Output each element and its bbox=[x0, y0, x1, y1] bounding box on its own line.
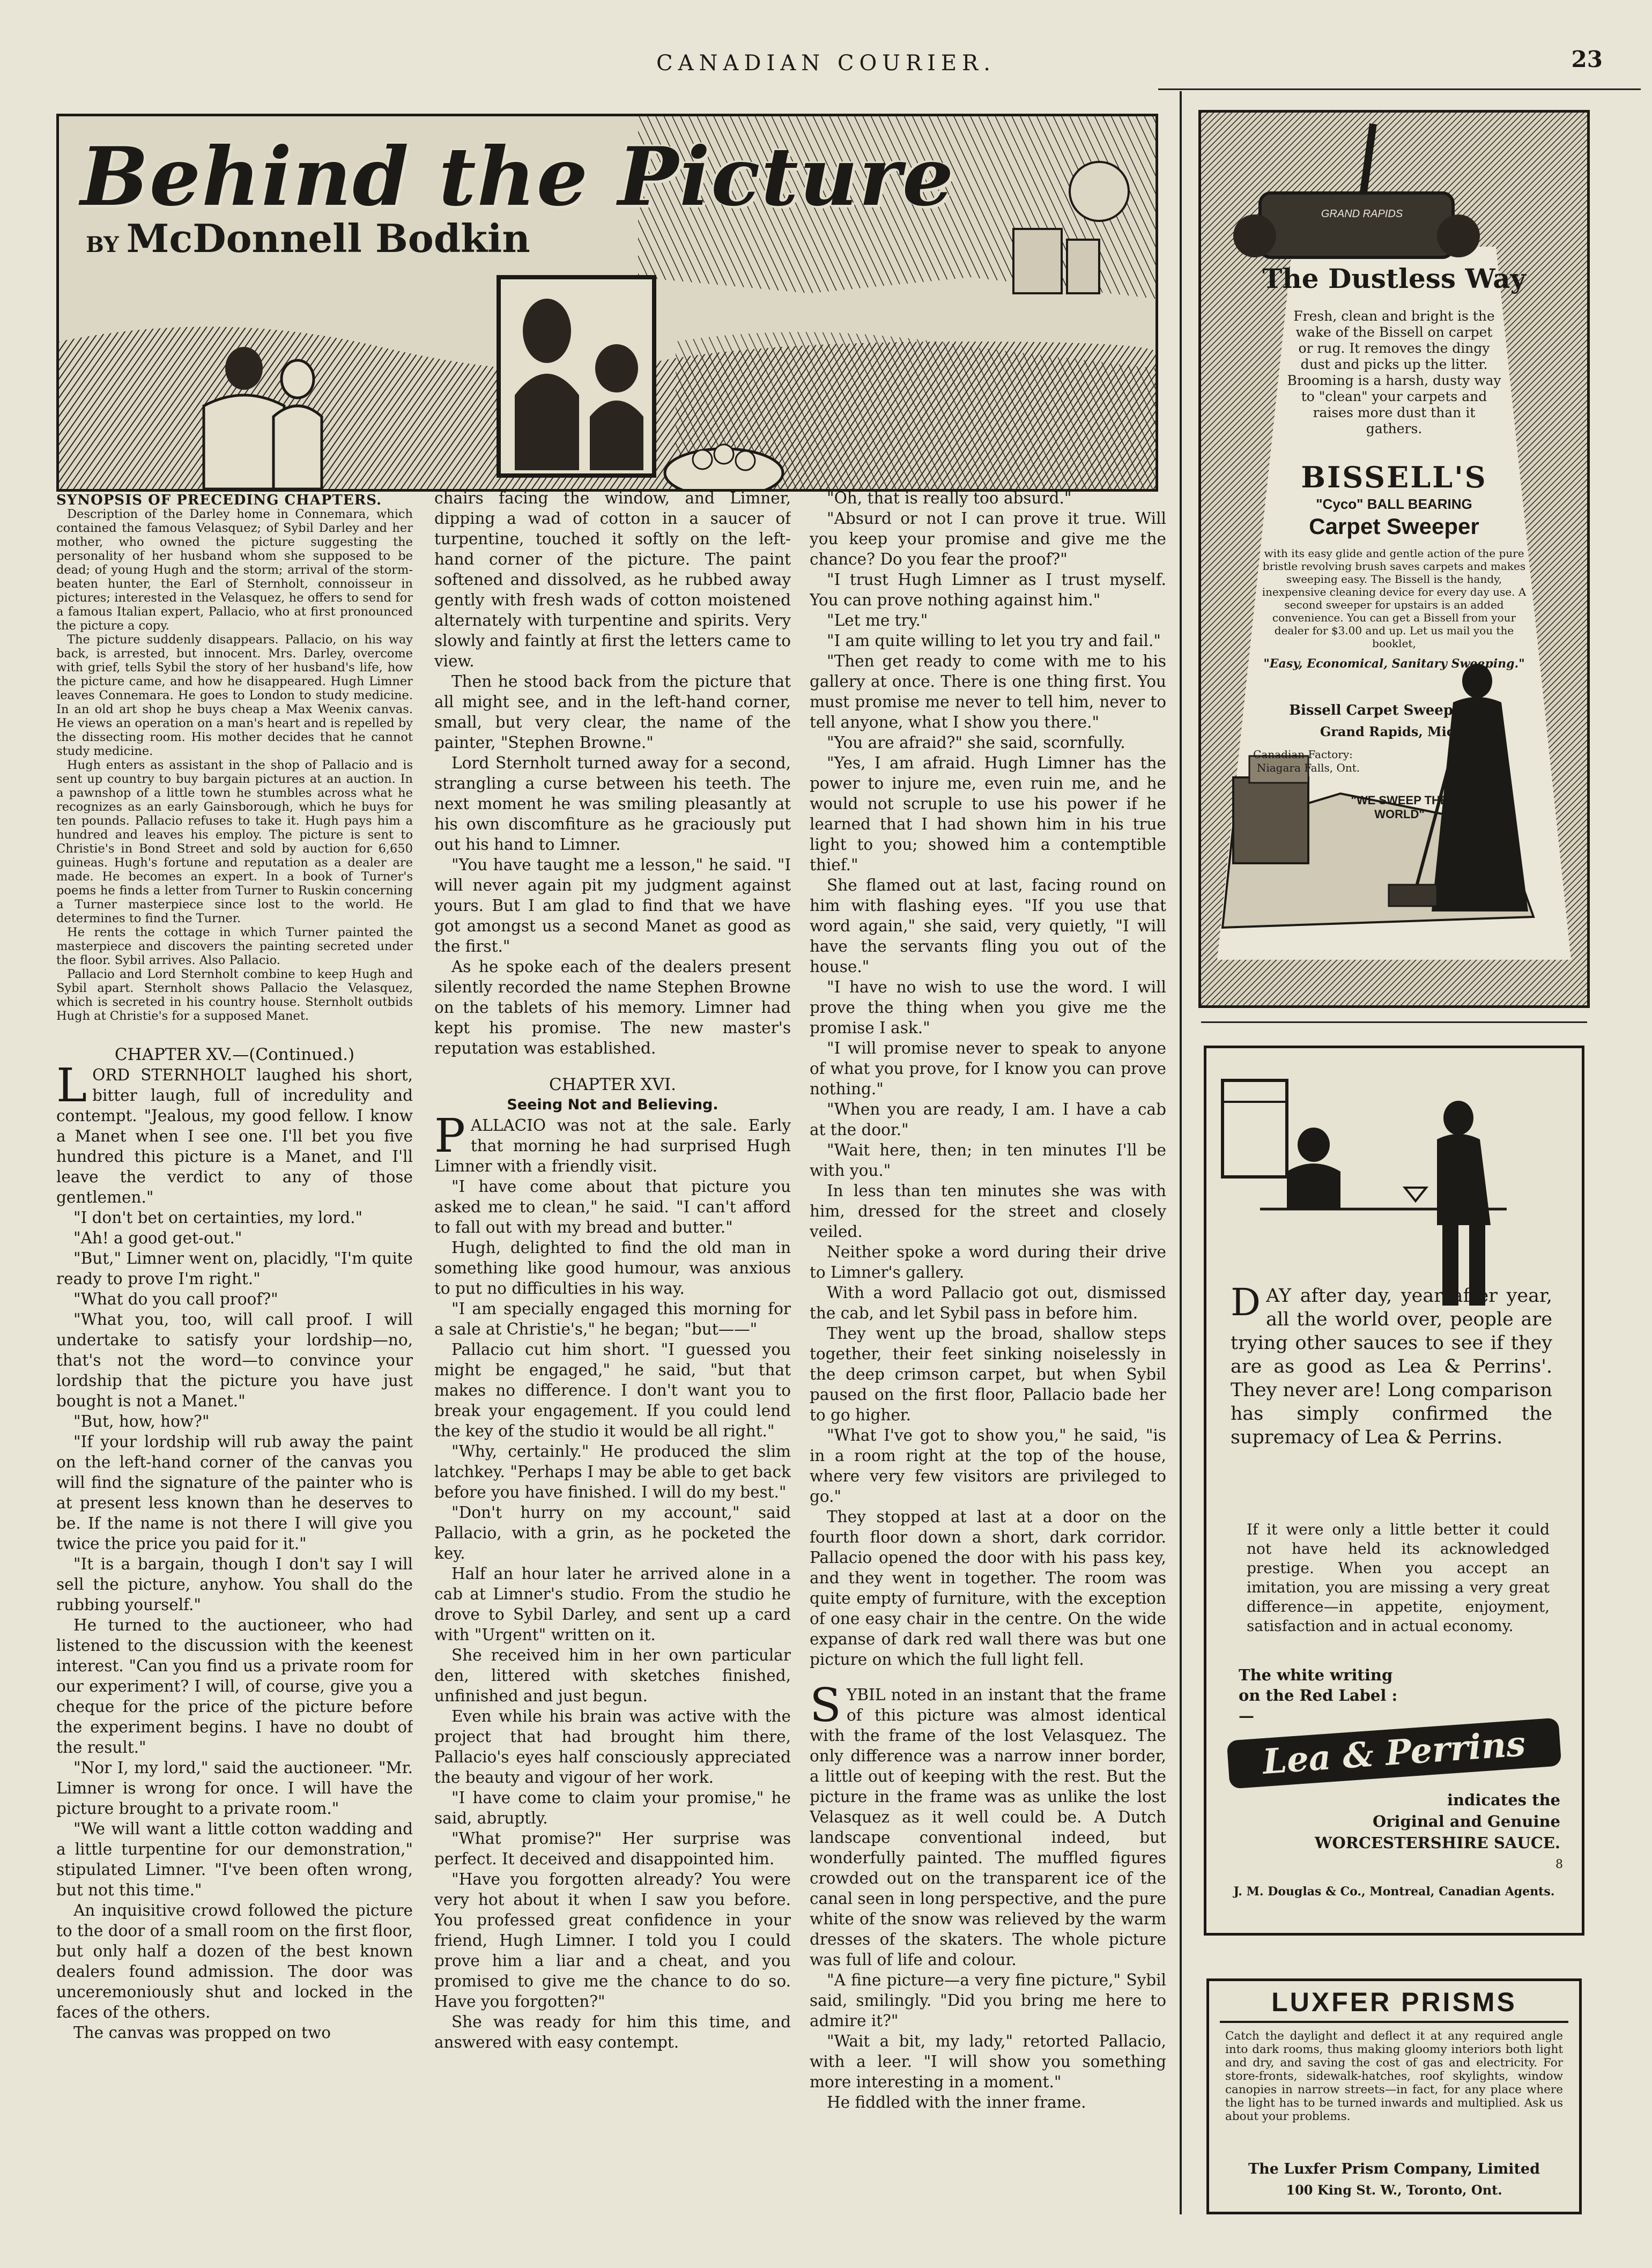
bissell-body: Fresh, clean and bright is the wake of the Bissell on carpet or rug. It removes the dingy dust and picks up the litter. Brooming is a harsh, dusty way to "clean" your carpets and raises more dust than it gathers. bbox=[1287, 308, 1501, 436]
synopsis-paragraph: He rents the cottage in which Turner painted the masterpiece and discovers the painting secreted under the floor. Sybil arrives. Also Pallacio. bbox=[56, 925, 413, 967]
paragraph: As he spoke each of the dealers present silently recorded the name Stephen Browne on the tablets of his memory. Limner had kept his promise. The new master's reputation was established. bbox=[434, 958, 791, 1057]
paragraph: In less than ten minutes she was with him, dressed for the street and closely veiled. bbox=[810, 1182, 1166, 1241]
bissell-headline: The Dustless Way bbox=[1262, 263, 1526, 294]
paragraph: Hugh, delighted to find the old man in something like good humour, was anxious to put no difficulties in his way. bbox=[434, 1239, 791, 1298]
ad-divider bbox=[1201, 1021, 1587, 1023]
bissell-advertisement bbox=[1198, 110, 1590, 1008]
paragraph: "We will want a little cotton wadding and a little turpentine for our demonstration," stipulated Limner. "I've been often wrong, but not this time." bbox=[56, 1820, 413, 1899]
chapter-xv-opening bbox=[56, 1059, 413, 1207]
lea-second-paragraph: If it were only a little better it could not have held its acknowledged prestige. When you accept an imitation, you are missing a very great difference—in appetite, enjoyment, satisfaction and in actual economy. bbox=[1247, 1521, 1550, 1635]
paragraph: "What I've got to show you," he said, "is in a room right at the top of the house, where very few visitors are privileged to go." bbox=[810, 1426, 1166, 1506]
paragraph: Pallacio cut him short. "I guessed you might be engaged," he said, "but that makes no difference. I don't want you to break your engagement. If you could lend the key of the studio it would be all right." bbox=[434, 1340, 791, 1440]
luxfer-address: 100 King St. W., Toronto, Ont. bbox=[1286, 2182, 1502, 2198]
paragraph: "But, how, how?" bbox=[73, 1412, 210, 1431]
paragraph: "What you, too, will call proof. I will undertake to satisfy your lordship—no, that's not the word—to convince your lordship that the picture you have just bought is not a Manet." bbox=[56, 1310, 413, 1410]
paragraph: "Why, certainly." He produced the slim latchkey. "Perhaps I may be able to get back before you have finished. I will do my best." bbox=[434, 1442, 791, 1501]
paragraph: "Let me try." bbox=[827, 611, 928, 629]
paragraph: "Oh, that is really too absurd." bbox=[827, 489, 1072, 507]
byline-author: McDonnell Bodkin bbox=[126, 216, 530, 261]
bissell-booklet: "Easy, Economical, Sanitary Sweeping." bbox=[1263, 657, 1525, 671]
synopsis-paragraph: The picture suddenly disappears. Pallacio, on his way back, is arrested, but innocent. Mrs. Darley, overcome with grief, tells Sybil the story of her husband's life, how the picture came, and how he disappeared. Hugh Limner leaves Connemara. He goes to London to study medicine. In an old art shop he buys cheap a Max Weenix canvas. He views an operation on a man's heart and is repelled by the dissecting room. His mother decides that he cannot study medicine. bbox=[56, 633, 413, 758]
drop-cap: P bbox=[434, 1109, 465, 1163]
paragraph: "You have taught me a lesson," he said. "I will never again pit my judgment against yours. But I am glad to find that we have got amongst us a second Manet as good as the first." bbox=[434, 856, 791, 955]
paragraph: "What do you call proof?" bbox=[73, 1290, 278, 1308]
paragraph: "I trust Hugh Limner as I trust myself. You can prove nothing against him." bbox=[810, 570, 1166, 609]
paragraph: She was ready for him this time, and answered with easy contempt. bbox=[434, 2013, 791, 2051]
section-opening bbox=[810, 1679, 1166, 1970]
bissell-sub1: "Cyco" BALL BEARING bbox=[1316, 496, 1472, 512]
sweeper-label: GRAND RAPIDS bbox=[1321, 208, 1403, 220]
paragraph: An inquisitive crowd followed the picture to the door of a small room on the first floor, but only half a dozen of the best known dealers found admission. The door was unceremoniously shut and locked in the faces of the others. bbox=[56, 1901, 413, 2021]
chapter-xvi-heading: CHAPTER XVI. bbox=[549, 1075, 677, 1094]
lea-indicates: indicates the bbox=[1447, 1791, 1560, 1809]
paragraph: "Wait a bit, my lady," retorted Pallacio, with a leer. "I will show you something more interesting in a moment." bbox=[810, 2032, 1166, 2091]
drop-cap: S bbox=[810, 1679, 841, 1732]
paragraph: They stopped at last at a door on the fourth floor down a short, dark corridor. Pallacio opened the door with his pass key, and they went in together. The room was quite empty of furniture, with the exception of one easy chair in the centre. On the wide expanse of dark red wall there was but one picture on which the full light fell. bbox=[810, 1508, 1166, 1669]
paragraph: He turned to the auctioneer, who had listened to the discussion with the keenest interest. "Can you find us a private room for our experiment? I will, of course, give you a cheque for the price of the picture before the experiment begins. I have no doubt of the result." bbox=[56, 1616, 413, 1756]
header-byline bbox=[86, 216, 530, 261]
paragraph: Lord Sternholt turned away for a second, strangling a curse between his teeth. The next moment he was smiling pleasantly at his own discomfiture as he graciously put out his hand to Limner. bbox=[434, 754, 791, 854]
opening-text: ORD STERNHOLT laughed his short, bitter laugh, full of incredulity and contempt. "Jealous, my good fellow. I know a Manet when I see one. I'll bet you five hundred this picture is a Manet, and I'll leave the verdict to any of those gentlemen." bbox=[56, 1066, 413, 1206]
bissell-brand: BISSELL'S bbox=[1301, 460, 1487, 494]
lea-original: Original and Genuine bbox=[1372, 1812, 1560, 1830]
paragraph: "It is a bargain, though I don't say I will sell the picture, anyhow. You shall do the rubbing yourself." bbox=[56, 1555, 413, 1614]
column-2 bbox=[434, 488, 791, 2222]
drop-cap: D bbox=[1231, 1280, 1261, 1324]
paragraph: "You are afraid?" she said, scornfully. bbox=[827, 733, 1125, 752]
lea-label-intro: The white writing on the Red Label :— bbox=[1239, 1666, 1398, 1725]
paragraph: They went up the broad, shallow steps together, their feet sinking noiselessly in the deep crimson carpet, but when Sybil paused on the first floor, Pallacio bade her to go higher. bbox=[810, 1324, 1166, 1424]
luxfer-company: The Luxfer Prism Company, Limited bbox=[1248, 2161, 1540, 2177]
column-1 bbox=[56, 493, 413, 2222]
paragraph: "I am quite willing to let you try and fail." bbox=[827, 632, 1161, 650]
bissell-city: Grand Rapids, Mich. bbox=[1320, 724, 1469, 739]
lea-copy bbox=[1231, 1280, 1552, 1449]
synopsis-paragraph: Description of the Darley home in Connemara, which contained the famous Velasquez; of Sybil Darley and her mother, who owned the picture suggesting the personality of her husband whom she supposed to be dead; of young Hugh and the storm; arrival of the storm-beaten hunter, the Earl of Sternholt, connoisseur in pictures; interested in the Velasquez, he offers to send for a famous Italian expert, Pallacio, who at first pronounced the picture a copy. bbox=[56, 507, 413, 633]
opening-text: YBIL noted in an instant that the frame of this picture was almost identical with the frame of the lost Velasquez. The only difference was a narrow inner border, a little out of keeping with the rest. But the picture in the frame was as unlike the lost Velasquez as it well could be. A Dutch landscape conventional indeed, but wonderfully painted. The muffled figures crowded out on the transparent ice of the canal seen in long perspective, and the pure white of the snow was relieved by the warm dresses of the skaters. The whole picture was full of life and colour. bbox=[810, 1686, 1166, 1969]
paragraph: With a word Pallacio got out, dismissed the cab, and let Sybil pass in before him. bbox=[810, 1284, 1166, 1322]
chapter-xvi-subtitle: Seeing Not and Believing. bbox=[507, 1096, 718, 1113]
paragraph: "I have come about that picture you asked me to clean," he said. "I can't afford to fall out with my bread and butter." bbox=[434, 1177, 791, 1236]
paragraph: Even while his brain was active with the project that had brought him there, Pallacio's eyes half consciously appreciated the beauty and vigour of her work. bbox=[434, 1707, 791, 1787]
paragraph: "Absurd or not I can prove it true. Will you keep your promise and give me the chance? Do you fear the proof?" bbox=[810, 509, 1166, 568]
bissell-factory-city: Niagara Falls, Ont. bbox=[1256, 761, 1360, 774]
column-3 bbox=[810, 488, 1166, 2222]
header-title: Behind the Picture bbox=[80, 130, 955, 224]
paragraph: Neither spoke a word during their drive to Limner's gallery. bbox=[810, 1243, 1166, 1281]
paragraph: "Don't hurry on my account," said Pallacio, with a grin, as he pocketed the key. bbox=[434, 1503, 791, 1562]
bissell-slogan: "WE SWEEP THE WORLD" bbox=[1351, 794, 1448, 821]
paragraph: "Ah! a good get-out." bbox=[73, 1229, 242, 1247]
paragraph: "I have no wish to use the word. I will prove the thing when you give me the promise I ask." bbox=[810, 978, 1166, 1037]
chapter-xv-heading: CHAPTER XV.—(Continued.) bbox=[114, 1045, 355, 1064]
bissell-factory: Canadian Factory: bbox=[1253, 748, 1353, 761]
paragraph: "Have you forgotten already? You were very hot about it when I saw you before. You professed great confidence in your friend, Hugh Limner. I told you I could prove him a liar and a cheat, and you promised to give me the chance to do so. Have you forgotten?" bbox=[434, 1870, 791, 2011]
column-rule bbox=[1180, 91, 1182, 2214]
paragraph: He fiddled with the inner frame. bbox=[827, 2093, 1086, 2111]
paragraph: Half an hour later he arrived alone in a cab at Limner's studio. From the studio he drove to Sybil Darley, and sent up a card with "Urgent" written on it. bbox=[434, 1565, 791, 1644]
bissell-sub2: Carpet Sweeper bbox=[1309, 514, 1479, 539]
bissell-company: Bissell Carpet Sweeper Co. bbox=[1289, 702, 1499, 718]
luxfer-advertisement bbox=[1206, 1978, 1582, 2214]
paragraph: "I don't bet on certainties, my lord." bbox=[73, 1209, 363, 1227]
paragraph: chairs facing the window, and Limner, dipping a wad of cotton in a saucer of turpentine, touched it softly on the left-hand corner of the picture. The paint softened and dissolved, as he rubbed away gently with fresh wads of cotton moistened alternately with turpentine and spirits. Very slowly and faintly at first the letters came to view. bbox=[434, 489, 791, 670]
paragraph: "Yes, I am afraid. Hugh Limner has the power to injure me, even ruin me, and he would not scruple to use his power if he learned that I had shown him in his true light to you; showed him a contemptible thief." bbox=[810, 754, 1166, 874]
synopsis-paragraph: Hugh enters as assistant in the shop of Pallacio and is sent up country to buy bargain pictures at an auction. In a pawnshop of a little town he stumbles across what he recognizes as an early Gainsborough, which he buys for ten pounds. Pallacio refuses to take it. Hugh pays him a hundred and leaves his employ. The picture is sent to Christie's in Bond Street and sold by auction for 6,650 guineas. Hugh's fortune and reputation as a dealer are made. He becomes an expert. In a book of Turner's poems he finds a letter from Turner to Ruskin concerning a Turner masterpiece since lost to the world. He determines to find the Turner. bbox=[56, 758, 413, 925]
luxfer-headline: LUXFER PRISMS bbox=[1220, 1987, 1568, 2023]
paragraph: "When you are ready, I am. I have a cab at the door." bbox=[810, 1100, 1166, 1139]
paragraph: She received him in her own particular den, littered with sketches finished, unfinished and just begun. bbox=[434, 1646, 791, 1705]
paragraph: She flamed out at last, facing round on him with flashing eyes. "If you use that word again," she said, very quietly, "I will have the servants fling you out of the house." bbox=[810, 876, 1166, 976]
drop-cap: L bbox=[56, 1059, 87, 1113]
story-header-illustration bbox=[56, 114, 1158, 492]
paragraph: "What promise?" Her surprise was perfect. It deceived and disappointed him. bbox=[434, 1829, 791, 1868]
paragraph: The canvas was propped on two bbox=[73, 2024, 331, 2042]
running-head: CANADIAN COURIER. bbox=[656, 51, 996, 76]
paragraph: "A fine picture—a very fine picture," Sybil said, smilingly. "Did you bring me here to admire it?" bbox=[810, 1971, 1166, 2030]
paragraph: "But," Limner went on, placidly, "I'm quite ready to prove I'm right." bbox=[56, 1249, 413, 1288]
paragraph: "Nor I, my lord," said the auctioneer. "Mr. Limner is wrong for once. I will have the picture brought to a private room." bbox=[56, 1759, 413, 1818]
chapter-xvi-opening bbox=[434, 1109, 791, 1176]
paragraph: "If your lordship will rub away the paint on the left-hand corner of the canvas you will find the signature of the painter who is at present less known than he deserves to be. If the name is not there I will give you twice the price you paid for it." bbox=[56, 1433, 413, 1553]
paragraph: "I am specially engaged this morning for a sale at Christie's," he began; "but——" bbox=[434, 1300, 791, 1338]
synopsis-paragraph: Pallacio and Lord Sternholt combine to keep Hugh and Sybil apart. Sternholt shows Pallacio the Velasquez, which is secreted in his country house. Sternholt outbids Hugh at Christie's for a supposed Manet. bbox=[56, 967, 413, 1023]
bissell-body2: with its easy glide and gentle action of the pure bristle revolving brush saves carpets and makes sweeping easy. The Bissell is the handy, inexpensive cleaning device for every day use. A second sweeper for upstairs is an added convenience. You can get a Bissell from your dealer for $3.00 and up. Let us mail you the booklet, bbox=[1262, 547, 1527, 650]
synopsis-title: SYNOPSIS OF PRECEDING CHAPTERS. bbox=[56, 493, 382, 508]
paragraph: "Then get ready to come with me to his gallery at once. There is one thing first. You must promise me never to tell him, never to tell anyone, what I show you there." bbox=[810, 652, 1166, 731]
paragraph: "I will promise never to speak to anyone of what you prove, for I know you can prove nothing." bbox=[810, 1039, 1166, 1098]
synopsis bbox=[56, 493, 413, 1023]
byline-by: BY bbox=[86, 232, 119, 257]
lea-perrins-advertisement bbox=[1204, 1046, 1584, 1936]
lea-agents: J. M. Douglas & Co., Montreal, Canadian Agents. bbox=[1233, 1885, 1555, 1899]
lea-logo: Lea & Perrins bbox=[1227, 1717, 1562, 1789]
lea-first-paragraph: AY after day, year after year, all the world over, people are trying other sauces to see if they are as good as Lea & Perrins'. They never are! Long comparison has simply confirmed the supremacy of Lea & Perrins. bbox=[1231, 1285, 1552, 1448]
paragraph: Then he stood back from the picture that all might see, and in the left-hand corner, small, but very clear, the name of the painter, "Stephen Browne." bbox=[434, 672, 791, 752]
paragraph: "Wait here, then; in ten minutes I'll be with you." bbox=[810, 1141, 1166, 1180]
paragraph: "I have come to claim your promise," he said, abruptly. bbox=[434, 1789, 791, 1827]
lea-code: 8 bbox=[1555, 1858, 1563, 1871]
page-number: 23 bbox=[1571, 46, 1603, 72]
luxfer-body: Catch the daylight and deflect it at any required angle into dark rooms, thus making gloomy interiors both light and dry, and saving the cost of gas and electricity. For store-fronts, sidewalk-hatches, roof skylights, window canopies in narrow streets—in fact, for any place where the light has to be turned inwards and multiplied. Ask us about your problems. bbox=[1225, 2029, 1563, 2123]
dinner-illustration bbox=[1206, 1048, 1582, 1324]
header-top-rule bbox=[1158, 88, 1641, 90]
opening-text: ALLACIO was not at the sale. Early that morning he had surprised Hugh Limner with a friendly visit. bbox=[434, 1116, 791, 1175]
lea-product: WORCESTERSHIRE SAUCE. bbox=[1314, 1834, 1560, 1852]
